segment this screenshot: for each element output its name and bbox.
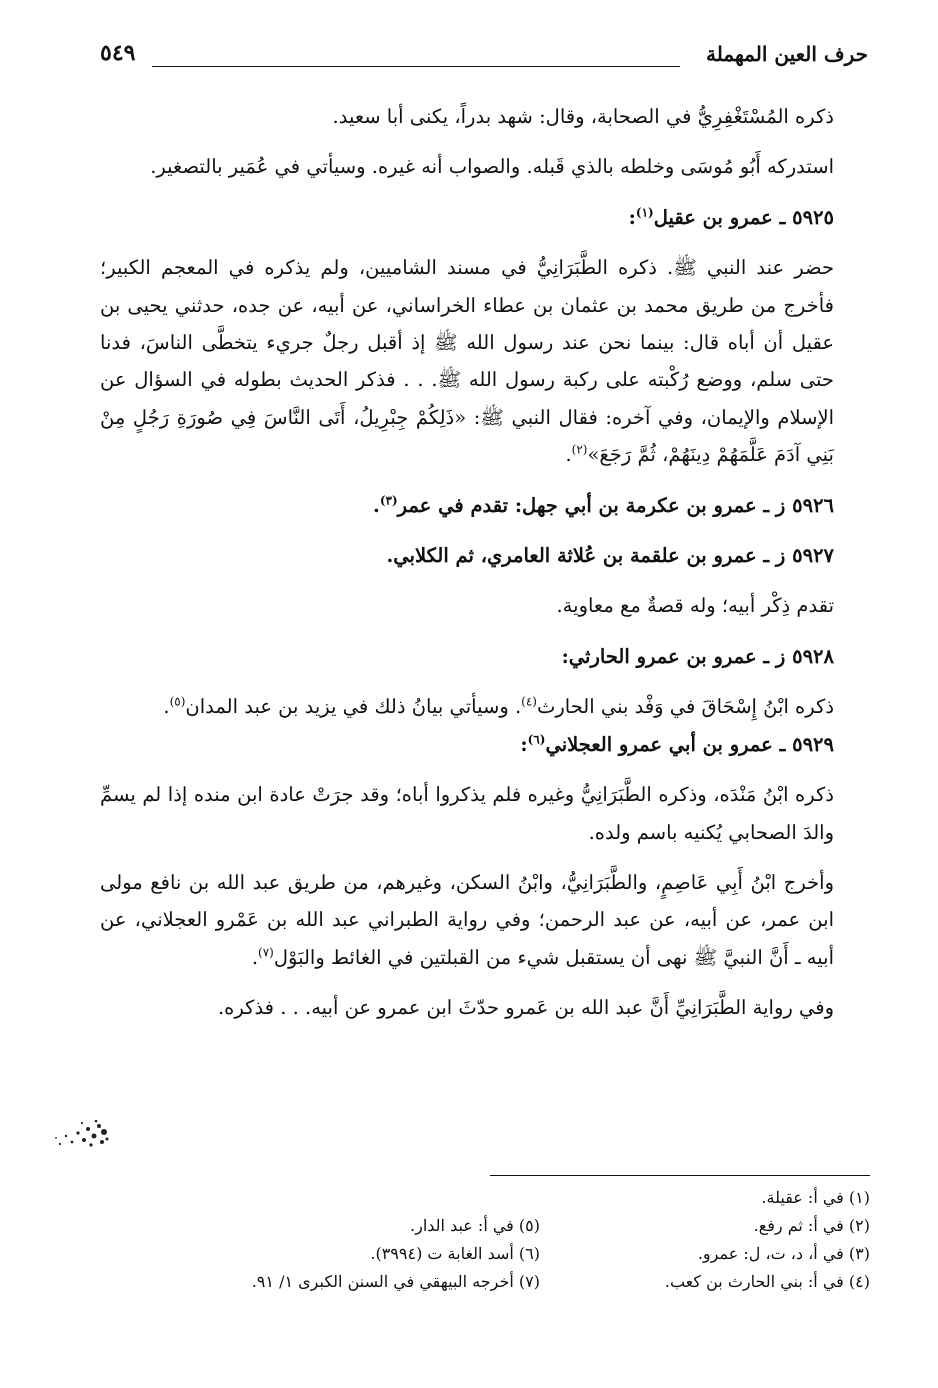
paragraph (100, 148, 870, 185)
footnote: (٢) في أ: ثم رفع. (753, 1216, 870, 1235)
footnote-row (100, 1268, 870, 1296)
paragraph-text: ٥٩٢٨ ز ـ عمرو بن عمرو الحارثي: (561, 644, 834, 668)
paragraph-tail: : (520, 732, 528, 756)
paragraph-gap (100, 976, 870, 989)
footnote: (٦) أسد الغابة ت (٣٩٩٤). (370, 1244, 540, 1263)
paragraph-text: وأخرج ابْنُ أَبِي عَاصِمٍ، والطَّبَرَانِيُّ، وابْنُ السكن، وغيرهم، من طريق عبد الله بن نافع مولى ابن عمر، عن أبيه، عن عبد الرحمن؛ وفي رواية الطبراني عبد الله بن عَمْرو العجلاني، عن أبيه ـ أَنَّ النبيَّ ﷺ نهى أن يستقبل شيء من القبلتين في الغائط والبَوْل (100, 870, 834, 969)
running-title: حرف العين المهملة (706, 42, 868, 66)
paragraph-gap (100, 851, 870, 864)
footnote: (٧) أخرجه البيهقي في السنن الكبرى ١/ ٩١. (251, 1272, 540, 1291)
footnote-ref: (٦) (527, 732, 546, 747)
paragraph (100, 864, 870, 976)
footnote-row (100, 1184, 870, 1212)
paragraph (100, 776, 870, 851)
entry-heading (100, 487, 870, 524)
entry-heading (100, 537, 870, 574)
paragraph-gap (100, 135, 870, 148)
paragraph-tail: . (163, 695, 170, 719)
paragraph-gap (100, 625, 870, 638)
footnote-ref: (٤) (521, 694, 537, 709)
paragraph-gap (100, 236, 870, 249)
footnote-rule (490, 1175, 870, 1176)
entry-heading (100, 638, 870, 675)
paragraph-gap (100, 574, 870, 587)
page-number: ٥٤٩ (100, 40, 136, 66)
footnote: (٤) في أ: بني الحارث بن كعب. (664, 1272, 870, 1291)
paragraph-text: ذكره ابْنُ مَنْدَه، وذكره الطَّبَرَانِيُّ وغيره فلم يذكروا أباه؛ وقد جرَتْ عادة ابن منده إذا لم يسمِّ والدَ الصحابي يُكنيه باسم ولده. (100, 783, 834, 844)
paragraph (100, 587, 870, 624)
scan-artifact-icon (44, 1112, 116, 1158)
footnote-ref: (٢) (571, 442, 588, 457)
paragraph-gap (100, 474, 870, 487)
footnote-row (100, 1240, 870, 1268)
paragraph-text: ٥٩٢٦ ز ـ عمرو بن عكرمة بن أبي جهل: تقدم في عمر (397, 493, 834, 517)
paragraph-gap (100, 524, 870, 537)
paragraph-tail: . وسيأتي بيانُ ذلك في يزيد بن عبد المدان (185, 695, 522, 719)
main-text (100, 98, 870, 1027)
paragraph-text: تقدم ذِكْر أبيه؛ وله قصةٌ مع معاوية. (556, 594, 834, 618)
footnote: (١) في أ: عقيلة. (761, 1188, 870, 1207)
entry-heading (100, 726, 870, 763)
paragraph-text: ٥٩٢٩ ـ عمرو بن أبي عمرو العجلاني (545, 732, 834, 756)
paragraph-tail: . (373, 493, 380, 517)
paragraph-text: ذكره المُسْتَغْفِرِيُّ في الصحابة، وقال: شهد بدراً، يكنى أبا سعيد. (332, 105, 834, 128)
paragraph-tail: . (565, 443, 572, 467)
paragraph (100, 98, 870, 135)
footnote: (٣) في أ، د، ت، ل: عمرو. (697, 1244, 870, 1263)
footnotes (100, 1184, 870, 1296)
paragraph (100, 688, 870, 725)
footnote: (٥) في أ: عبد الدار. (410, 1216, 540, 1235)
paragraph (100, 989, 870, 1026)
paragraph-gap (100, 675, 870, 688)
footnote-row (100, 1212, 870, 1240)
footnote-ref: (٧) (258, 945, 274, 960)
paragraph-text: وفي رواية الطَّبَرَانِيِّ أَنَّ عبد الله بن عَمرو حدّثَ ابن عمرو عن أبيه. . . فذكره. (217, 996, 834, 1020)
entry-heading (100, 199, 870, 236)
paragraph (100, 249, 870, 473)
header-rule (152, 66, 680, 67)
paragraph-text: ذكره ابْنُ إِسْحَاقَ في وَفْد بني الحارث (536, 695, 834, 719)
footnote-ref: (١) (635, 205, 654, 220)
footnote-ref: (٣) (379, 493, 398, 508)
footnote-ref: (٥) (169, 694, 186, 709)
paragraph-text: ٥٩٢٧ ز ـ عمرو بن علقمة بن عُلاثة العامري، ثم الكلابي. (386, 544, 834, 568)
paragraph-text: ٥٩٢٥ ـ عمرو بن عقيل (653, 205, 834, 229)
paragraph-tail: . (251, 945, 259, 969)
page-header (100, 38, 868, 78)
paragraph-text: حضر عند النبي ﷺ. ذكره الطَّبَرَانِيُّ في مسند الشاميين، ولم يذكره في المعجم الكبير؛ فأخرج من طريق محمد بن عثمان بن عطاء الخراساني، عن أبيه، عن جده، حدثني يحيى بن عقيل أن أباه قال: بينما نحن عند رسول الله ﷺ إذ أقبل رجلٌ جريء يتخطَّى الناسَ، فدنا حتى سلم، ووضع رُكْبته على ركبة رسول الله ﷺ. . . فذكر الحديث بطوله في السؤال عن الإسلام والإيمان، وفي آخره: فقال النبي ﷺ: «ذَلِكُمْ جِبْرِيلُ، أَتَى النَّاسَ فِي صُورَةِ رَجُلٍ مِنْ بَنِي آدَمَ عَلَّمَهُمْ دِينَهُمْ، ثُمَّ رَجَعَ» (100, 256, 835, 467)
paragraph-text: استدركه أَبُو مُوسَى وخلطه بالذي قَبله. والصواب أنه غيره. وسيأتي في عُمَير بالتصغير. (150, 155, 834, 179)
paragraph-tail: : (628, 205, 636, 229)
paragraph-gap (100, 186, 870, 199)
paragraph-gap (100, 763, 870, 776)
